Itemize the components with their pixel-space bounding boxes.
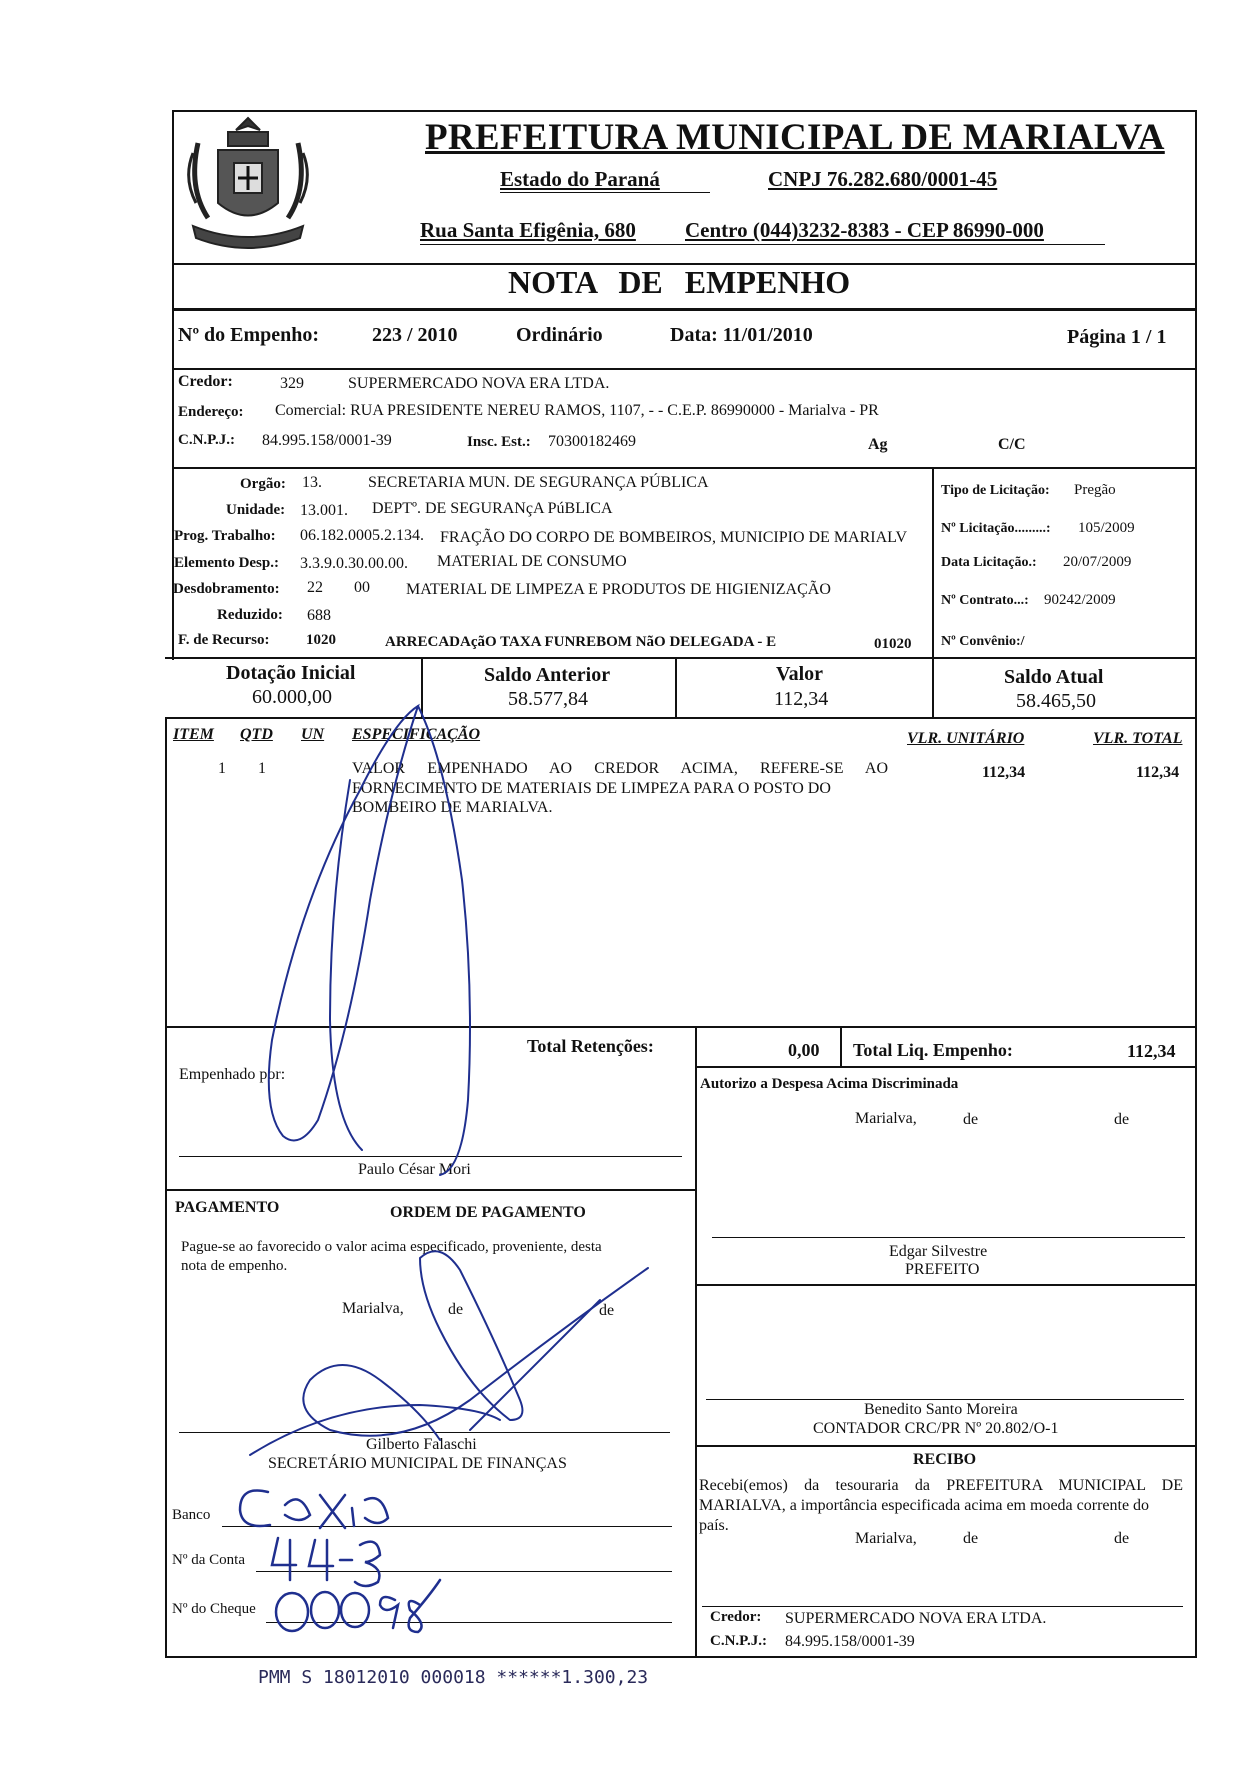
- document-title: NOTA DE EMPENHO: [508, 264, 851, 300]
- recurso-code: 1020: [306, 632, 336, 648]
- col-item: ITEM: [173, 726, 214, 743]
- pagamento-text-line1: Pague-se ao favorecido o valor acima especificado, proveniente, desta: [181, 1239, 602, 1255]
- recibo-text-line3: país.: [699, 1517, 729, 1534]
- recibo-cnpj-value: 84.995.158/0001-39: [785, 1633, 915, 1650]
- dotacao-value: 60.000,00: [252, 686, 332, 708]
- pagamento-de1: de: [448, 1301, 464, 1318]
- autorizo-de2: de: [1114, 1111, 1130, 1128]
- recurso-code2: 01020: [874, 636, 912, 652]
- col-qtd: QTD: [240, 726, 273, 743]
- empenho-date: Data: 11/01/2010: [670, 324, 813, 346]
- unidade-label: Unidade:: [226, 502, 286, 518]
- unidade-name: DEPTº. DE SEGURANçA PúBLICA: [372, 500, 613, 517]
- recibo-text-line1: Recebi(emos) da tesouraria da PREFEITURA MUNICIPAL DE: [699, 1477, 1183, 1494]
- tipo-licitacao-label: Tipo de Licitação:: [941, 483, 1050, 498]
- address-contact: Centro (044)3232-8383 - CEP 86990-000: [685, 218, 1044, 242]
- convenio-label: Nº Convênio:/: [941, 634, 1025, 649]
- ag-label: Ag: [868, 436, 888, 453]
- recibo-de2: de: [1114, 1530, 1130, 1547]
- desdob-name: MATERIAL DE LIMPEZA E PRODUTOS DE HIGIENIZAÇÃO: [406, 581, 831, 598]
- saldo-atual-value: 58.465,50: [1016, 690, 1096, 712]
- num-licitacao-value: 105/2009: [1078, 520, 1135, 536]
- elemento-name: MATERIAL DE CONSUMO: [437, 553, 627, 570]
- unidade-code: 13.001.: [300, 502, 348, 519]
- liq-label: Total Liq. Empenho:: [853, 1040, 1013, 1060]
- empenho-number: 223 / 2010: [372, 324, 458, 346]
- liq-value: 112,34: [1127, 1041, 1176, 1061]
- empenho-label: Nº do Empenho:: [178, 324, 320, 346]
- recibo-credor-name: SUPERMERCADO NOVA ERA LTDA.: [785, 1610, 1047, 1627]
- col-vlr-total: VLR. TOTAL: [1093, 730, 1183, 747]
- insc-value: 70300182469: [548, 433, 636, 450]
- orgao-code: 13.: [302, 474, 322, 491]
- orgao-label: Orgão:: [240, 476, 286, 492]
- secretario-title: SECRETÁRIO MUNICIPAL DE FINANÇAS: [268, 1455, 567, 1472]
- col-un: UN: [301, 726, 325, 743]
- prefeito-name: Edgar Silvestre: [889, 1243, 988, 1260]
- contrato-value: 90242/2009: [1044, 592, 1116, 608]
- cnpj-header: CNPJ 76.282.680/0001-45: [768, 167, 998, 191]
- empenho-type: Ordinário: [516, 324, 603, 346]
- contrato-label: Nº Contrato...:: [941, 593, 1029, 608]
- address-street: Rua Santa Efigênia, 680: [420, 218, 636, 242]
- pagamento-de2: de: [599, 1302, 615, 1319]
- recibo-cnpj-label: C.N.P.J.:: [710, 1633, 767, 1649]
- empenhado-name: Paulo César Mori: [358, 1161, 471, 1178]
- item-number: 1: [218, 760, 226, 777]
- desdob-label: Desdobramento:: [173, 581, 280, 597]
- item-qtd: 1: [258, 760, 266, 777]
- elemento-code: 3.3.9.0.30.00.00.: [300, 555, 408, 572]
- state-name: Estado do Paraná: [500, 167, 660, 191]
- item-desc-line1: VALOR EMPENHADO AO CREDOR ACIMA, REFERE-SE AO: [352, 760, 888, 777]
- prog-name: FRAÇÃO DO CORPO DE BOMBEIROS, MUNICIPIO DE MARIALV: [440, 529, 908, 546]
- payment-stamp: PMM S 18012010 000018 ******1.300,23: [258, 1667, 649, 1688]
- recurso-label: F. de Recurso:: [178, 632, 270, 648]
- desdob-code: 22: [307, 579, 323, 596]
- credor-address: Comercial: RUA PRESIDENTE NEREU RAMOS, 1107, - - C.E.P. 86990000 - Marialva - PR: [275, 402, 879, 419]
- dotacao-label: Dotação Inicial: [226, 662, 356, 684]
- credor-name: SUPERMERCADO NOVA ERA LTDA.: [348, 375, 610, 392]
- elemento-label: Elemento Desp.:: [174, 555, 279, 571]
- saldo-anterior-label: Saldo Anterior: [484, 664, 611, 686]
- contador-title: CONTADOR CRC/PR Nº 20.802/O-1: [813, 1420, 1059, 1437]
- conta-label: Nº da Conta: [172, 1552, 245, 1568]
- prefeito-title: PREFEITO: [905, 1261, 980, 1278]
- tipo-licitacao-value: Pregão: [1074, 482, 1116, 498]
- autorizo-label: Autorizo a Despesa Acima Discriminada: [700, 1076, 959, 1092]
- recibo-label: RECIBO: [913, 1451, 977, 1468]
- desdob-sub: 00: [354, 579, 370, 596]
- credor-code: 329: [280, 375, 304, 392]
- prog-code: 06.182.0005.2.134.: [300, 527, 424, 544]
- num-licitacao-label: Nº Licitação.........:: [941, 521, 1051, 536]
- address-label: Endereço:: [178, 404, 244, 420]
- recibo-de1: de: [963, 1530, 979, 1547]
- valor-value: 112,34: [774, 688, 829, 710]
- pagamento-place: Marialva,: [342, 1300, 404, 1317]
- col-vlr-unit: VLR. UNITÁRIO: [907, 730, 1025, 747]
- page-number: Página 1 / 1: [1067, 326, 1167, 348]
- banco-label: Banco: [172, 1507, 211, 1523]
- autorizo-de1: de: [963, 1111, 979, 1128]
- municipality-title: PREFEITURA MUNICIPAL DE MARIALVA: [425, 117, 1165, 158]
- reduzido-value: 688: [307, 607, 331, 624]
- cnpj-label: C.N.P.J.:: [178, 432, 235, 448]
- pagamento-label: PAGAMENTO: [175, 1199, 280, 1216]
- recurso-name: ARRECADAçãO TAXA FUNREBOM NãO DELEGADA - E: [385, 634, 777, 650]
- recibo-place: Marialva,: [855, 1530, 917, 1547]
- item-vlr-unit: 112,34: [982, 764, 1026, 781]
- orgao-name: SECRETARIA MUN. DE SEGURANÇA PÚBLICA: [368, 474, 709, 491]
- pagamento-text-line2: nota de empenho.: [181, 1258, 288, 1274]
- valor-label: Valor: [776, 663, 824, 685]
- saldo-anterior-value: 58.577,84: [508, 688, 588, 710]
- ordem-pagamento-label: ORDEM DE PAGAMENTO: [390, 1204, 586, 1221]
- recibo-text-line2: MARIALVA, a importância especificada acima em moeda corrente do: [699, 1497, 1150, 1514]
- item-desc-line2: FORNECIMENTO DE MATERIAIS DE LIMPEZA PARA O POSTO DO: [352, 780, 831, 797]
- credor-cnpj: 84.995.158/0001-39: [262, 432, 392, 449]
- item-desc-line3: BOMBEIRO DE MARIALVA.: [352, 799, 553, 816]
- cc-label: C/C: [998, 436, 1026, 453]
- retencoes-value: 0,00: [788, 1040, 820, 1060]
- data-licitacao-label: Data Licitação.:: [941, 555, 1037, 570]
- prog-label: Prog. Trabalho:: [174, 528, 276, 544]
- cheque-label: Nº do Cheque: [172, 1601, 256, 1617]
- recibo-credor-label: Credor:: [710, 1609, 762, 1625]
- reduzido-label: Reduzido:: [217, 607, 283, 623]
- secretario-name: Gilberto Falaschi: [366, 1436, 477, 1453]
- saldo-atual-label: Saldo Atual: [1004, 666, 1104, 688]
- empenhado-label: Empenhado por:: [179, 1066, 286, 1083]
- item-vlr-total: 112,34: [1136, 764, 1180, 781]
- credor-label: Credor:: [178, 373, 233, 390]
- retencoes-label: Total Retenções:: [527, 1036, 654, 1056]
- autorizo-place: Marialva,: [855, 1110, 917, 1127]
- col-espec: ESPECIFICAÇÃO: [352, 726, 481, 743]
- insc-label: Insc. Est.:: [467, 434, 531, 450]
- data-licitacao-value: 20/07/2009: [1063, 554, 1132, 570]
- contador-name: Benedito Santo Moreira: [864, 1401, 1018, 1418]
